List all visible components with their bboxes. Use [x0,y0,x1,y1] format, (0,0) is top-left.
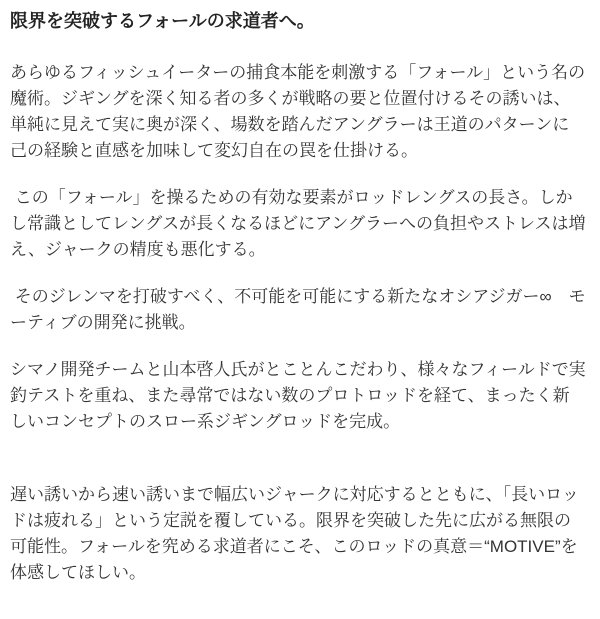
body-paragraph-5: 遅い誘いから速い誘いまで幅広いジャークに対応するとともに、「長いロッドは疲れる」という定説を覆している。限界を突破した先に広がる無限の可能性。フォールを究める求道者にこそ、このロッドの真意＝“MOTIVE”を体感してほしい。 [10,485,579,582]
body-paragraph-3: そのジレンマを打破すべく、不可能を可能にする新たなオシアジガー∞ モーティブの開発に挑戦。 [10,287,586,332]
page-heading: 限界を突破するフォールの求道者へ。 [10,11,315,31]
body-paragraph-2: この「フォール」を操るための有効な要素がロッドレングスの長さ。しかし常識としてレングスが長くなるほどにアングラーへの負担やストレスは増え、ジャークの精度も悪化する。 [10,188,586,259]
body-paragraph-4: シマノ開発チームと山本啓人氏がとことんこだわり、様々なフィールドで実釣テストを重ね、また尋常ではない数のプロトロッドを経て、まったく新しいコンセプトのスロー系ジギングロッドを完成。 [10,360,586,431]
body-paragraph-1: あらゆるフィッシュイーターの捕食本能を刺激する「フォール」という名の魔術。ジギングを深く知る者の多くが戦略の要と位置付けるその誘いは、単純に見えて実に奥が深く、場数を踏んだアングラーは王道のパターンに己の経験と直感を加味して変幻自在の罠を仕掛ける。 [10,63,586,160]
